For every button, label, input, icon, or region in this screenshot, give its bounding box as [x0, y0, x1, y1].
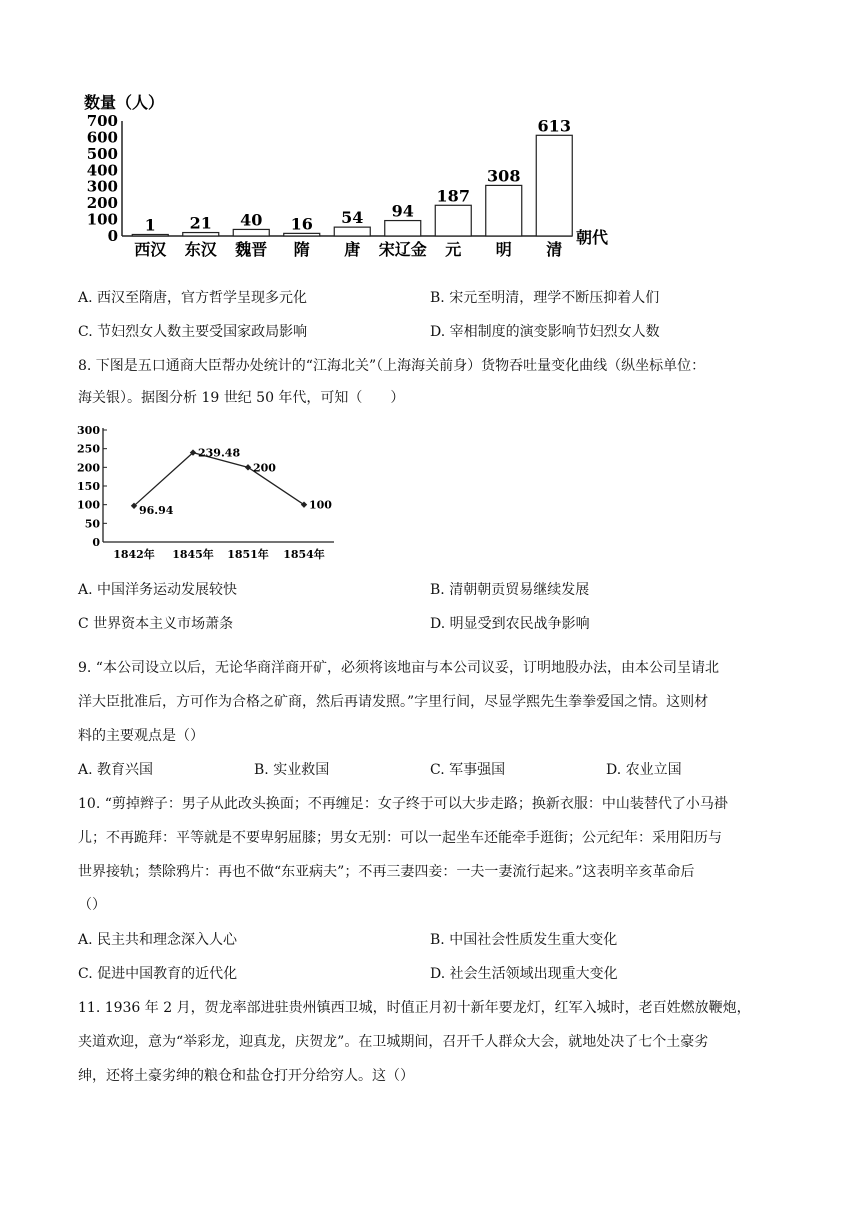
q7-category-label: 明: [495, 240, 512, 259]
q8-data-label: 239.48: [198, 446, 241, 460]
q9-option-b[interactable]: B. 实业救国: [254, 762, 330, 778]
q7-category-label: 隋: [293, 240, 310, 259]
q8-y-tick-label: 50: [84, 517, 100, 531]
q7-y-tick-label: 200: [86, 194, 118, 213]
q7-bar-value-label: 94: [391, 201, 414, 221]
q7-bar: [385, 221, 421, 236]
q10-option-d[interactable]: D. 社会生活领域出现重大变化: [430, 966, 618, 982]
q8-x-tick-label: 1854年: [283, 548, 325, 561]
q9-option-d[interactable]: D. 农业立国: [606, 762, 682, 778]
q7-bar-value-label: 21: [189, 213, 212, 233]
q8-y-tick-label: 150: [77, 480, 100, 493]
q10-option-c[interactable]: C. 促进中国教育的近代化: [78, 966, 238, 982]
q9-stem-line3: 料的主要观点是（）: [78, 728, 204, 744]
q7-y-tick-label: 0: [107, 227, 118, 245]
q8-y-tick-label: 300: [77, 424, 100, 437]
q7-bar: [233, 229, 269, 236]
q8-line-chart: [76, 424, 356, 564]
q7-option-a[interactable]: A. 西汉至隋唐，官方哲学呈现多元化: [78, 290, 308, 306]
q7-category-label: 西汉: [134, 240, 167, 259]
q7-bar-value-label: 308: [487, 166, 521, 186]
q7-category-label: 东汉: [184, 240, 217, 259]
q8-stem-line1: 8. 下图是五口通商大臣帮办处统计的“江海北关”（上海海关前身）货物吞吐量变化曲线（纵坐标单位：: [78, 358, 706, 374]
q8-data-label: 96.94: [139, 503, 174, 517]
q8-x-tick-label: 1851年: [227, 548, 269, 561]
q9-option-c[interactable]: C. 军事强国: [430, 762, 506, 778]
q7-bar-value-label: 54: [341, 208, 364, 228]
q7-bar: [536, 135, 572, 236]
q8-option-b[interactable]: B. 清朝朝贡贸易继续发展: [430, 582, 590, 598]
q8-data-label: 200: [253, 461, 276, 475]
q10-stem-line1: 10. “剪掉辫子：男子从此改头换面；不再缠足：女子终于可以大步走路；换新衣服：中山装替代了小马褂: [78, 796, 728, 812]
q7-category-label: 元: [445, 240, 462, 259]
q7-y-axis-title: 数量（人）: [84, 93, 165, 112]
q7-bar-chart: [80, 88, 640, 268]
q8-y-tick-label: 200: [77, 461, 100, 475]
q7-option-d[interactable]: D. 宰相制度的演变影响节妇烈女人数: [430, 324, 660, 340]
q7-bar-value-label: 16: [290, 214, 313, 234]
q7-bar: [435, 205, 471, 236]
q7-bar: [486, 185, 522, 236]
q7-bar-value-label: 40: [240, 210, 263, 230]
q7-bar-value-label: 613: [537, 116, 571, 136]
q11-stem-line1: 11. 1936 年 2 月，贺龙率部进驻贵州镇西卫城，时值正月初十新年要龙灯，红军入城时，老百姓燃放鞭炮，: [78, 1000, 751, 1016]
q7-x-axis-title: 朝代: [576, 228, 609, 247]
q10-stem-line3: 世界接轨；禁除鸦片：再也不做“东亚病夫”；不再三妻四妾：一夫一妻流行起来。”这表明辛亥革命后: [78, 864, 695, 880]
q7-y-tick-label: 400: [86, 161, 118, 180]
q8-stem-line2: 海关银）。据图分析 19 世纪 50 年代，可知（ ）: [78, 390, 405, 406]
q7-bar: [334, 227, 370, 236]
q8-series-line: [134, 453, 304, 506]
q8-y-tick-label: 250: [77, 442, 100, 456]
q7-bar-value-label: 187: [436, 186, 470, 206]
q7-option-c[interactable]: C. 节妇烈女人数主要受国家政局影响: [78, 324, 308, 340]
q8-y-tick-label: 100: [77, 498, 100, 512]
q9-stem-line1: 9. “本公司设立以后，无论华商洋商开矿，必须将该地亩与本公司议妥，订明地股办法，由本公司呈请北: [78, 660, 719, 676]
q7-y-tick-label: 700: [86, 112, 118, 130]
q7-y-tick-label: 600: [86, 128, 118, 147]
q9-stem-line2: 洋大臣批准后，方可作为合格之矿商，然后再请发照。”字里行间，尽显学熙先生拳拳爱国之情。这则材: [78, 694, 709, 710]
q10-option-a[interactable]: A. 民主共和理念深入人心: [78, 932, 238, 948]
q7-bar-value-label: 1: [144, 215, 156, 235]
q7-option-b[interactable]: B. 宋元至明清，理学不断压抑着人们: [430, 290, 660, 306]
q10-option-b[interactable]: B. 中国社会性质发生重大变化: [430, 932, 618, 948]
q11-stem-line2: 夹道欢迎，意为“举彩龙，迎真龙，庆贺龙”。在卫城期间，召开千人群众大会，就地处决了七个土豪劣: [78, 1034, 709, 1050]
q8-option-d[interactable]: D. 明显受到农民战争影响: [430, 616, 590, 632]
q8-y-tick-label: 0: [92, 536, 100, 549]
q7-y-tick-label: 500: [86, 144, 118, 163]
q7-bar: [132, 235, 168, 237]
q10-stem-line4: （）: [78, 897, 106, 913]
q7-category-label: 魏晋: [235, 240, 268, 259]
q7-y-tick-label: 100: [86, 210, 118, 229]
q7-bar: [284, 233, 320, 236]
q8-x-tick-label: 1842年: [113, 548, 155, 561]
q7-category-label: 清: [546, 240, 563, 259]
q9-option-a[interactable]: A. 教育兴国: [78, 762, 154, 778]
q7-category-label: 唐: [344, 240, 361, 259]
q8-option-a[interactable]: A. 中国洋务运动发展较快: [78, 582, 238, 598]
q8-data-label: 100: [309, 498, 332, 512]
q7-y-tick-label: 300: [86, 177, 118, 196]
q8-option-c[interactable]: C 世界资本主义市场萧条: [78, 616, 234, 632]
q10-stem-line2: 儿；不再跪拜：平等就是不要卑躬屈膝；男女无别：可以一起坐车还能牵手逛街；公元纪年：采用阳历与: [78, 830, 722, 846]
q8-x-tick-label: 1845年: [172, 548, 214, 561]
q11-stem-line3: 绅，还将土豪劣绅的粮仓和盐仓打开分给穷人。这（）: [78, 1068, 414, 1084]
q7-bar: [183, 233, 219, 236]
q7-category-label: 宋辽金: [378, 240, 427, 259]
